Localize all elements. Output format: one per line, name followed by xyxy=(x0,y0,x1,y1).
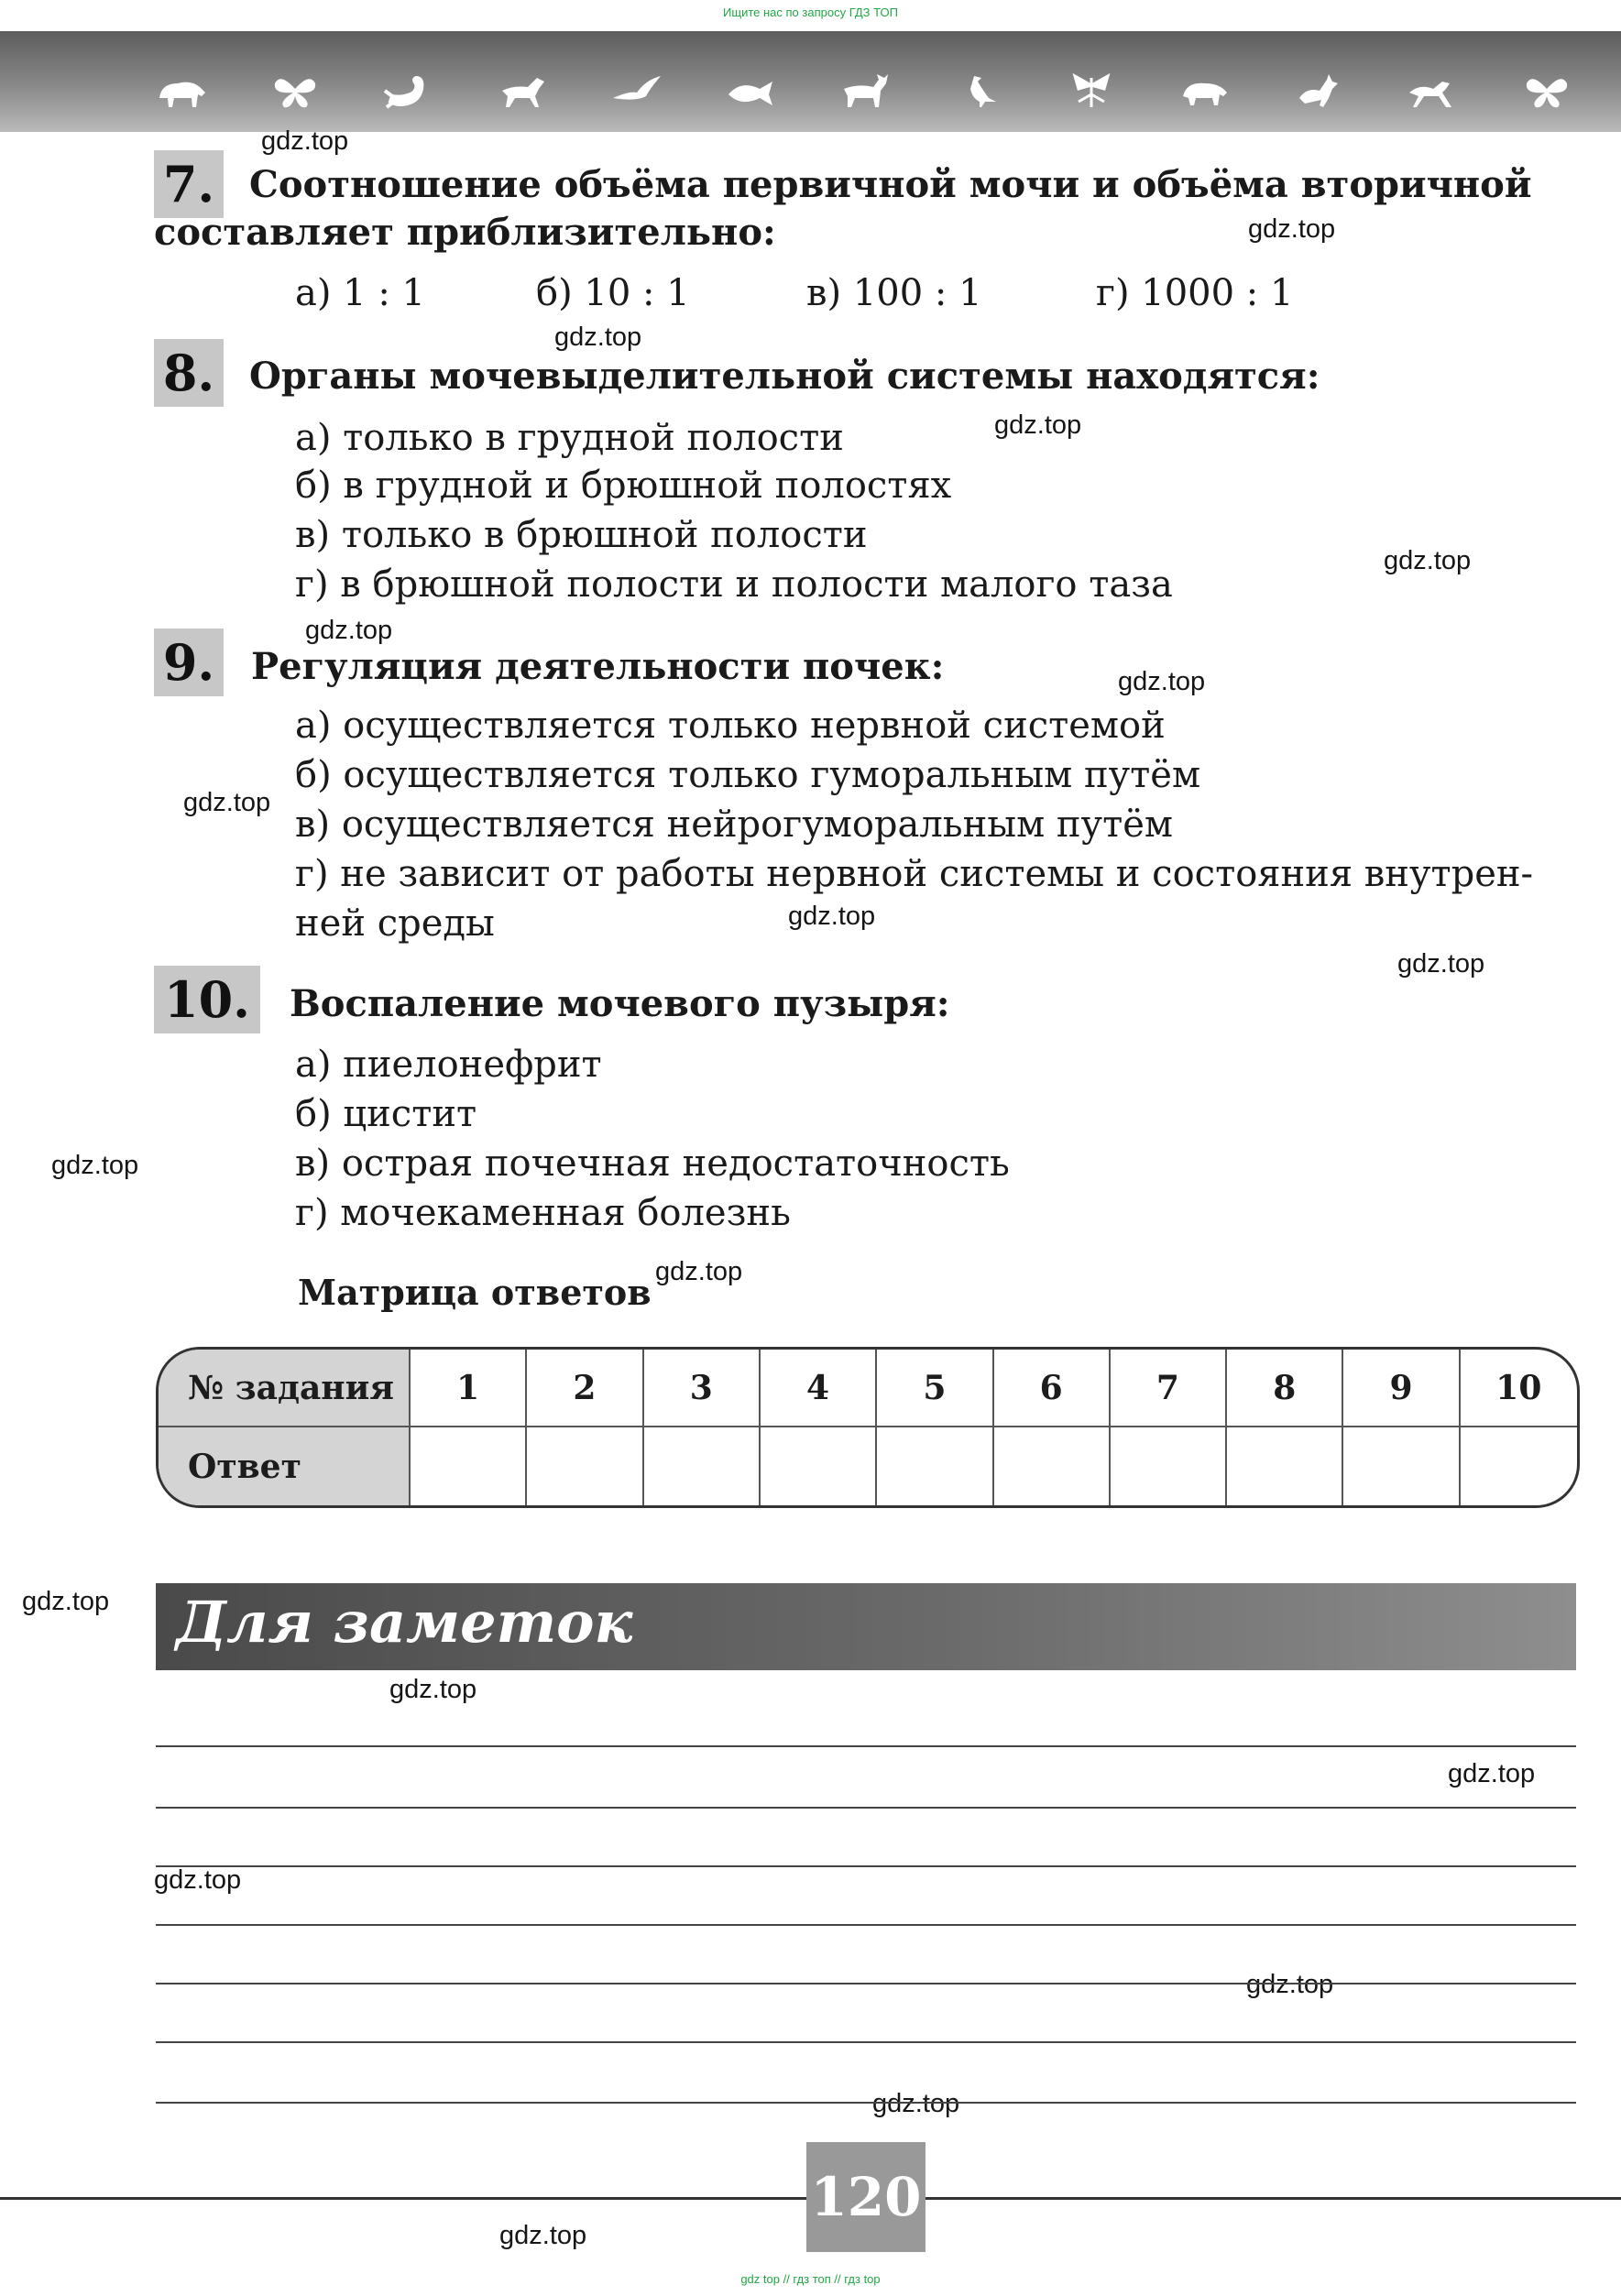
watermark: gdz.top xyxy=(655,1257,743,1286)
moose-icon xyxy=(837,71,892,113)
top-note: Ищите нас по запросу ГДЗ ТОП xyxy=(723,5,898,19)
matrix-column-number: 9 xyxy=(1343,1350,1460,1427)
answer-option-continuation: ней среды xyxy=(295,902,495,945)
watermark: gdz.top xyxy=(1448,1759,1536,1788)
matrix-column-number: 7 xyxy=(1111,1350,1227,1427)
answer-matrix xyxy=(156,1347,1580,1508)
watermark: gdz.top xyxy=(788,902,876,931)
answer-cell[interactable] xyxy=(877,1427,993,1505)
watermark: gdz.top xyxy=(154,1865,242,1895)
watermark: gdz.top xyxy=(1384,546,1472,575)
question-text: Регуляция деятельности почек: xyxy=(251,645,945,688)
watermark: gdz.top xyxy=(1246,1970,1334,1999)
question-number: 9. xyxy=(154,629,224,696)
answer-option: г) 1000 : 1 xyxy=(1096,272,1294,314)
note-line[interactable] xyxy=(156,2041,1576,2043)
boar-icon xyxy=(1177,71,1232,113)
matrix-column-number: 1 xyxy=(411,1350,527,1427)
question-text: Органы мочевыделительной системы находятся: xyxy=(249,355,1320,398)
answer-option: г) мочекаменная болезнь xyxy=(295,1192,791,1234)
watermark: gdz.top xyxy=(305,616,393,645)
answer-option: в) 100 : 1 xyxy=(806,272,982,314)
answer-option: а) пиелонефрит xyxy=(295,1044,602,1086)
answer-option: б) 10 : 1 xyxy=(536,272,690,314)
horse-icon xyxy=(495,71,550,113)
answer-option: г) не зависит от работы нервной системы и состояния внутрен- xyxy=(295,853,1534,895)
answer-option: б) осуществляется только гуморальным путём xyxy=(295,754,1201,796)
watermark: gdz.top xyxy=(994,410,1082,440)
watermark: gdz.top xyxy=(1397,949,1485,979)
rabbit-icon xyxy=(1292,71,1347,113)
answer-cell[interactable] xyxy=(1461,1427,1577,1505)
watermark: gdz.top xyxy=(183,788,271,817)
question-text: составляет приблизительно: xyxy=(154,211,776,254)
question-number: 7. xyxy=(154,150,224,218)
bird-standing-icon xyxy=(950,71,1005,113)
bottom-note: gdz top // гдз топ // гдз top xyxy=(740,2272,881,2286)
answer-option: а) 1 : 1 xyxy=(295,272,425,314)
camel-icon xyxy=(1406,71,1461,113)
matrix-column-number: 8 xyxy=(1227,1350,1343,1427)
question-text: Воспаление мочевого пузыря: xyxy=(290,982,950,1025)
question-number: 10. xyxy=(154,966,260,1033)
matrix-column-number: 6 xyxy=(994,1350,1111,1427)
note-line[interactable] xyxy=(156,1807,1576,1809)
scorpion-icon xyxy=(381,71,436,113)
header-banner xyxy=(0,31,1621,132)
matrix-column-number: 10 xyxy=(1461,1350,1577,1427)
answer-cell[interactable] xyxy=(644,1427,761,1505)
matrix-column-number: 4 xyxy=(761,1350,877,1427)
answer-option: г) в брюшной полости и полости малого таза xyxy=(295,563,1173,606)
note-line[interactable] xyxy=(156,1983,1576,1984)
answer-option: а) только в грудной полости xyxy=(295,417,844,459)
matrix-answer-label: Ответ xyxy=(159,1427,411,1505)
matrix-title: Матрица ответов xyxy=(298,1272,652,1313)
watermark: gdz.top xyxy=(872,2089,960,2118)
answer-cell[interactable] xyxy=(1111,1427,1227,1505)
note-line[interactable] xyxy=(156,1924,1576,1926)
watermark: gdz.top xyxy=(389,1675,477,1704)
watermark: gdz.top xyxy=(554,323,642,352)
answer-cell[interactable] xyxy=(1227,1427,1343,1505)
matrix-column-number: 5 xyxy=(877,1350,993,1427)
answer-cell[interactable] xyxy=(1343,1427,1460,1505)
watermark: gdz.top xyxy=(499,2221,587,2250)
answer-option: б) цистит xyxy=(295,1093,477,1135)
butterfly-icon xyxy=(1519,71,1574,113)
watermark: gdz.top xyxy=(261,126,349,156)
banner-icons xyxy=(154,64,1574,119)
answer-option: а) осуществляется только нервной системой xyxy=(295,705,1166,747)
insect-icon xyxy=(1064,71,1119,113)
question-number: 8. xyxy=(154,339,224,407)
answer-option: в) острая почечная недостаточность xyxy=(295,1143,1010,1185)
answer-cell[interactable] xyxy=(994,1427,1111,1505)
watermark: gdz.top xyxy=(22,1587,110,1616)
matrix-header-label: № задания xyxy=(159,1350,411,1427)
watermark: gdz.top xyxy=(51,1151,139,1180)
page-number: 120 xyxy=(806,2142,926,2252)
watermark: gdz.top xyxy=(1248,214,1336,244)
answer-cell[interactable] xyxy=(527,1427,643,1505)
notes-title: Для заметок xyxy=(176,1589,633,1656)
answer-option: в) осуществляется нейрогуморальным путём xyxy=(295,804,1174,846)
answer-cell[interactable] xyxy=(411,1427,527,1505)
question-text: Соотношение объёма первичной мочи и объёма вторичной xyxy=(249,163,1532,206)
note-line[interactable] xyxy=(156,1865,1576,1867)
answer-cell[interactable] xyxy=(761,1427,877,1505)
bird-icon xyxy=(609,71,664,113)
note-line[interactable] xyxy=(156,2102,1576,2104)
butterfly-icon xyxy=(268,71,323,113)
answer-option: в) только в брюшной полости xyxy=(295,514,868,556)
note-line[interactable] xyxy=(156,1745,1576,1747)
fish-icon xyxy=(723,71,778,113)
matrix-column-number: 3 xyxy=(644,1350,761,1427)
matrix-column-number: 2 xyxy=(527,1350,643,1427)
watermark: gdz.top xyxy=(1118,667,1206,696)
notes-header xyxy=(156,1583,1576,1670)
answer-option: б) в грудной и брюшной полостях xyxy=(295,465,952,507)
bison-icon xyxy=(154,71,209,113)
